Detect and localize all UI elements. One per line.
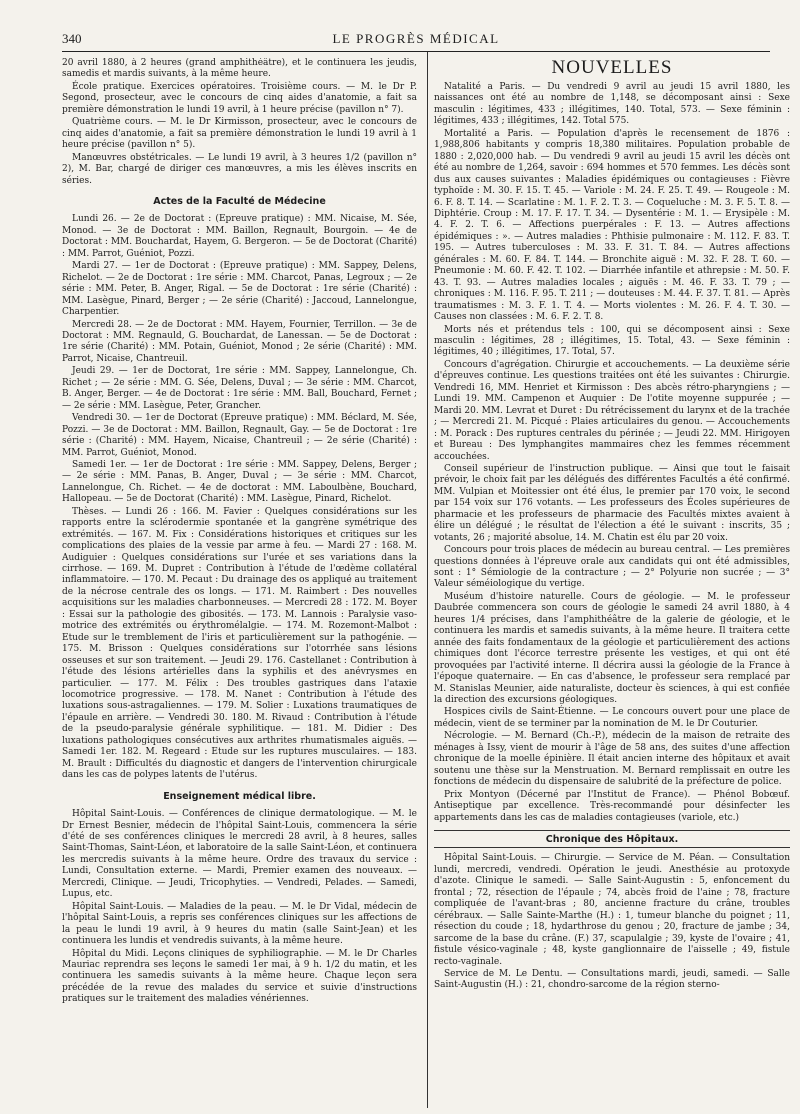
news-paragraph: Nécrologie. — M. Bernard (Ch.-P.), médecin de la maison de retraite des ménages à Issy, vient de mourir à l'âge de 58 ans, des suites d'une affection chronique de la moelle épinière. Il était ancien interne des hôpitaux et avait soutenu une thèse sur la Menstruation. M. Bernard remplissait en outre les fonctions de médecin du dispensaire de salubrité de la préfecture de police.: [434, 731, 790, 788]
hospital-paragraph: Service de M. Le Dentu. — Consultations mardi, jeudi, samedi. — Salle Saint-Augustin (H.) : 21, chondro-sarcome de la région sterno-: [434, 968, 790, 991]
news-paragraph: Morts nés et prétendus tels : 100, qui se décomposent ainsi : Sexe masculin : légitimes, 28 ; illégitimes, 15. Total, 43. — Sexe féminin : légitimes, 40 ; illégitimes, 17. Total, 57.: [434, 324, 790, 358]
right-column: [434, 58, 790, 1108]
intro-paragraph: Quatrième cours. — M. le Dr Kirmisson, prosecteur, avec le concours de cinq aides d'anatomie, a fait sa première démonstration le lundi 19 avril à 1 heure précise (pavillon n° 5).: [62, 117, 417, 151]
exam-paragraph: Mardi 27. — 1er de Doctorat : (Epreuve pratique) : MM. Sappey, Delens, Richelot. — 2e de Doctorat : 1re série : MM. Charcot, Panas, Legroux ; — 2e série : MM. Peter, B. Anger, Rigal. — 5e de Doctorat : 1re série (Charité) : MM. Lasègue, Pinard, Berger ; — 2e série (Charité) : Jaccoud, Lannelongue, Charpentier.: [62, 261, 417, 318]
column-divider: [427, 52, 428, 1108]
exam-paragraph: Jeudi 29. — 1er de Doctorat, 1re série : MM. Sappey, Lannelongue, Ch. Richet ; — 2e série : MM. G. Sée, Delens, Duval ; — 3e série : MM. Charcot, B. Anger, Berger. — 4e de Doctorat : 1re série : MM. Ball, Bouchard, Fernet ; — 2e série : MM. Lasègue, Peter, Grancher.: [62, 366, 417, 411]
intro-paragraph: 20 avril 1880, à 2 heures (grand amphithéâtre), et le continuera les jeudis, samedis et mardis suivants, à la même heure.: [62, 58, 417, 80]
section-title-chronique-hopitaux: Chronique des Hôpitaux.: [545, 834, 679, 845]
intro-paragraph: Manœuvres obstétricales. — Le lundi 19 avril, à 3 heures 1/2 (pavillon n° 2), M. Bar, chargé de diriger ces manœuvres, a mis les élèves inscrits en séries.: [62, 152, 417, 186]
exam-paragraph: Mercredi 28. — 2e de Doctorat : MM. Hayem, Fournier, Terrillon. — 3e de Doctorat : MM. Regnauld, G. Bouchardat, de Lanessan. — 5e de Doctorat : 1re série (Charité) : MM. Potain, Guéniot, Monod ; 2e série (Charité) : MM. Parrot, Nicaise, Chantreuil.: [62, 319, 417, 364]
intro-paragraph: École pratique. Exercices opératoires. Troisième cours. — M. le Dr P. Segond, prosecteur, avec le concours de cinq aides d'anatomie, a fait sa première démonstration le lundi 19 avril, à 1 heure précise (pavillon n° 7).: [62, 81, 417, 115]
advert-paragraph: Prix Montyon (Décerné par l'Institut de France). — Phénol Bobœuf. Antiseptique par excellence. Très-recommandé pour désinfecter les appartements dans les cas de maladies contagieuses (variole, etc.): [434, 789, 790, 823]
page-number: 340: [62, 31, 82, 46]
exam-paragraph: Vendredi 30. — 1er de Doctorat (Epreuve pratique) : MM. Béclard, M. Sée, Pozzi. — 3e de Doctorat : MM. Baillon, Regnault, Gay. — 5e de Doctorat : 1re série : (Charité) : MM. Hayem, Nicaise, Chantreuil ; — 2e série (Charité) : MM. Parrot, Guéniot, Monod.: [62, 413, 417, 458]
hospital-paragraph: Hôpital Saint-Louis. — Chirurgie. — Service de M. Péan. — Consultation lundi, mercredi, vendredi. Opération le jeudi. Anesthésie au protoxyde d'azote. Clinique le samedi. — Salle Saint-Augustin : 5, enfoncement du frontal ; 72, résection de l'épaule ; 74, abcès froid de l'aine ; 78, fracture compliquée de l'avant-bras ; 80, ancienne fracture du crâne, troubles cérébraux. — Salle Sainte-Marthe (H.) : 1, tumeur blanche du poignet ; 11, résection du coude ; 18, hydarthrose du genou ; 20, fracture de jambe ; 34, sarcome de la base du crâne. (F.) 37, scapulalgie ; 39, kyste de l'ovaire ; 41, fistule vésico-vaginale ; 48, kyste ganglionnaire de l'aisselle ; 49, fistule recto-vaginale.: [434, 853, 790, 967]
news-paragraph: Mortalité a Paris. — Population d'après le recensement de 1876 : 1,988,806 habitants y compris 18,380 militaires. Population probable de 1880 : 2,020,000 hab. — Du vendredi 9 avril au jeudi 15 avril les décès ont été au nombre de 1,264, savoir : 694 hommes et 570 femmes. Les décès sont dus aux causes suivantes : Maladies épidémiques ou contagieuses : Fièvre typhoïde : M. 30. F. 15. T. 45. — Variole : M. 24. F. 25. T. 49. — Rougeole : M. 6. F. 8. T. 14. — Scarlatine : M. 1. F. 2. T. 3. — Coqueluche : M. 3. F. 5. T. 8. — Diphtérie. Croup : M. 17. F. 17. T. 34. — Dysentérie : M. 1. — Erysipèle : M. 4. F. 2. T. 6. — Affections puerpérales : F. 13. — Autres affections épidémiques : ». — Autres maladies : Phthisie pulmonaire : M. 112. F. 83. T. 195. — Autres tuberculoses : M. 33. F. 31. T. 84. — Autres affections générales : M. 60. F. 84. T. 144. — Bronchite aiguë : M. 32. F. 28. T. 60. — Pneumonie : M. 60. F. 42. T. 102. — Diarrhée infantile et athrepsie : M. 50. F. 43. T. 93. — Autres maladies locales ; aiguës : M. 46. F. 33. T. 79 ; — chroniques : M. 116. F. 95. T. 211 ; — douteuses : M. 44. F. 37. T. 81. — Après traumatismes : M. 3. F. 1. T. 4. — Morts violentes : M. 26. F. 4. T. 30. — Causes non classées : M. 6. F. 2. T. 8.: [434, 128, 790, 323]
news-paragraph: Concours d'agrégation. Chirurgie et accouchements. — La deuxième série d'épreuves continue. Les questions traitées ont été les suivantes : Chirurgie. Vendredi 16, MM. Henriet et Kirmisson : Des abcès rétro-pharyngiens ; — Lundi 19. MM. Campenon et Auquier : De l'otite moyenne suppurée ; — Mardi 20. MM. Levrat et Duret : Du rétrécissement du larynx et de la trachée ; — Mercredi 21. M. Picqué : Plaies articulaires du genou. — Accouchements : M. Porack : Des ruptures centrales du périnée ; — Jeudi 22. MM. Hirigoyen et Bureau : Des lymphangites mammaires chez les femmes récemment accouchées.: [434, 359, 790, 462]
theses-paragraph: Thèses. — Lundi 26 : 166. M. Favier : Quelques considérations sur les rapports entre la sclérodermie spontanée et la gangrène symétrique des extrémités. — 167. M. Fix : Considérations historiques et critiques sur les complications des plaies de la vessie par arme à feu. — Mardi 27 : 168. M. Audiguier : Quelques considérations sur l'urée et ses variations dans la cirrhose. — 169. M. Dupret : Contribution à l'étude de l'œdème collatéral inflammatoire. — 170. M. Pecaut : Du drainage des os appliqué au traitement de la nécrose centrale des os longs. — 171. M. Raimbert : Des nouvelles acquisitions sur les maladies charbonneuses. — Mercredi 28 : 172. M. Boyer : Essai sur la pathologie des gibosités. — 173. M. Lannois : Paralysie vaso-motrice des extrémités ou érythromélalgie. — 174. M. Rozemont-Malbot : Etude sur le tremblement de l'iris et particulièrement sur la pathogénie. — 175. M. Brisson : Quelques considérations sur l'otorrhée sans lésions osseuses et sur son traitement. — Jeudi 29. 176. Castellanet : Contribution à l'étude des lésions artérielles dans la syphilis et des anévrysmes en particulier. — 177. M. Félix : Des troubles gastriques dans l'ataxie locomotrice progressive. — 178. M. Nanet : Contribution à l'étude des luxations sous-astragaliennes. — 179. M. Solier : Luxations traumatiques de l'épaule en arrière. — Vendredi 30. 180. M. Rivaud : Contribution à l'étude de la pseudo-paralysie générale syphilitique. — 181. M. Didier : Des luxations pathologiques consécutives aux arthrites rhumatismales aiguës. — Samedi 1er. 182. M. Regeard : Etude sur les ruptures musculaires. — 183. M. Brault : Difficultés du diagnostic et dangers de l'intervention chirurgicale dans les cas de polypes latents de l'utérus.: [62, 506, 417, 781]
section-title-enseignement-libre: Enseignement médical libre.: [163, 790, 316, 802]
news-paragraph: Hospices civils de Saint-Étienne. — Le concours ouvert pour une place de médecin, vient de se terminer par la nomination de M. le Dr Couturier.: [434, 707, 790, 729]
news-paragraph: Concours pour trois places de médecin au bureau central. — Les premières questions données à l'épreuve orale aux candidats qui ont été admissibles, sont : 1° Sémiologie de la contracture ; — 2° Polyurie non sucrée ; — 3° Valeur séméiologique du vertige.: [434, 545, 790, 590]
news-paragraph: Muséum d'histoire naturelle. Cours de géologie. — M. le professeur Daubrée commencera son cours de géologie le samedi 24 avril 1880, à 4 heures 1/4 précises, dans l'amphithéâtre de la galerie de géologie, et le continuera les mardis et samedis suivants, à la même heure. Il traitera cette année des faits fondamentaux de la géologie et particulièrement des actions chimiques dont l'écorce terrestre présente les vestiges, et qui ont été provoquées par l'activité interne. Il décrira aussi la géologie de la France à l'époque quaternaire. — En cas d'absence, le professeur sera remplacé par M. Stanislas Meunier, aide naturaliste, docteur ès sciences, à qui est confiée la direction des excursions géologiques.: [434, 591, 790, 706]
news-title: NOUVELLES: [551, 58, 673, 78]
news-paragraph: Conseil supérieur de l'instruction publique. — Ainsi que tout le faisait prévoir, le choix fait par les délégués des différentes Facultés a été confirmé. MM. Vulpian et Moitessier ont été élus, le premier par 170 voix, le second par 154 voix sur 176 votants. — Les professeurs des Écoles supérieures de pharmacie et les professeurs de pharmacie des Facultés mixtes avaient à élire un délégué ; le résultat de l'élection a été le suivant : inscrits, 35 ; votants, 26 ; majorité absolue, 14. M. Chatin est élu par 20 voix.: [434, 463, 790, 543]
left-column: [62, 58, 417, 1108]
exam-paragraph: Lundi 26. — 2e de Doctorat : (Epreuve pratique) : MM. Nicaise, M. Sée, Monod. — 3e de Doctorat : MM. Baillon, Regnault, Bourgoin. — 4e de Doctorat : MM. Bouchardat, Hayem, G. Bergeron. — 5e de Doctorat (Charité) : MM. Parrot, Guéniot, Pozzi.: [62, 214, 417, 259]
course-paragraph: Hôpital Saint-Louis. — Maladies de la peau. — M. le Dr Vidal, médecin de l'hôpital Saint-Louis, a repris ses conférences cliniques sur les affections de la peau le lundi 19 avril, à 9 heures du matin (salle Saint-Jean) et les continuera les lundis et vendredis suivants, à la même heure.: [62, 901, 417, 947]
journal-title: LE PROGRÈS MÉDICAL: [332, 31, 500, 46]
course-paragraph: Hôpital Saint-Louis. — Conférences de clinique dermatologique. — M. le Dr Ernest Besnier, médecin de l'hôpital Saint-Louis, commencera la série d'été de ses conférences cliniques le mercredi 28 avril, à 8 heures, salles Saint-Thomas, Saint-Léon, et laboratoire de la salle Saint-Léon, et continuera les mercredis suivants à la même heure. Ordre des travaux du service : Lundi, Consultation externe. — Mardi, Premier examen des nouveaux. — Mercredi, Clinique. — Jeudi, Tricophyties. — Vendredi, Pelades. — Samedi, Lupus, etc.: [62, 809, 417, 900]
course-paragraph: Hôpital du Midi. Leçons cliniques de syphiliographie. — M. le Dr Charles Mauriac reprendra ses leçons le samedi 1er mai, à 9 h. 1/2 du matin, et les continuera les samedis suivants à la même heure. Chaque leçon sera précédée de la revue des malades du service et suivie d'instructions pratiques sur le traitement des maladies vénériennes.: [62, 948, 417, 1005]
section-title-actes-faculte: Actes de la Faculté de Médecine: [153, 195, 326, 207]
running-header: [62, 29, 770, 52]
news-paragraph: Natalité a Paris. — Du vendredi 9 avril au jeudi 15 avril 1880, les naissances ont été au nombre de 1,148, se décomposant ainsi : Sexe masculin : légitimes, 433 ; illégitimes, 140. Total, 573. — Sexe féminin : légitimes, 433 ; illégitimes, 142. Total 575.: [434, 82, 790, 127]
section-box: [434, 830, 790, 848]
exam-paragraph: Samedi 1er. — 1er de Doctorat : 1re série : MM. Sappey, Delens, Berger ; — 2e série : MM. Panas, B. Anger, Duval ; — 3e série : MM. Charcot, Lannelongue, Ch. Richet. — 4e de doctorat : MM. Laboulbène, Bouchard, Hallopeau. — 5e de Doctorat (Charité) : MM. Lasègue, Pinard, Richelot.: [62, 459, 417, 505]
